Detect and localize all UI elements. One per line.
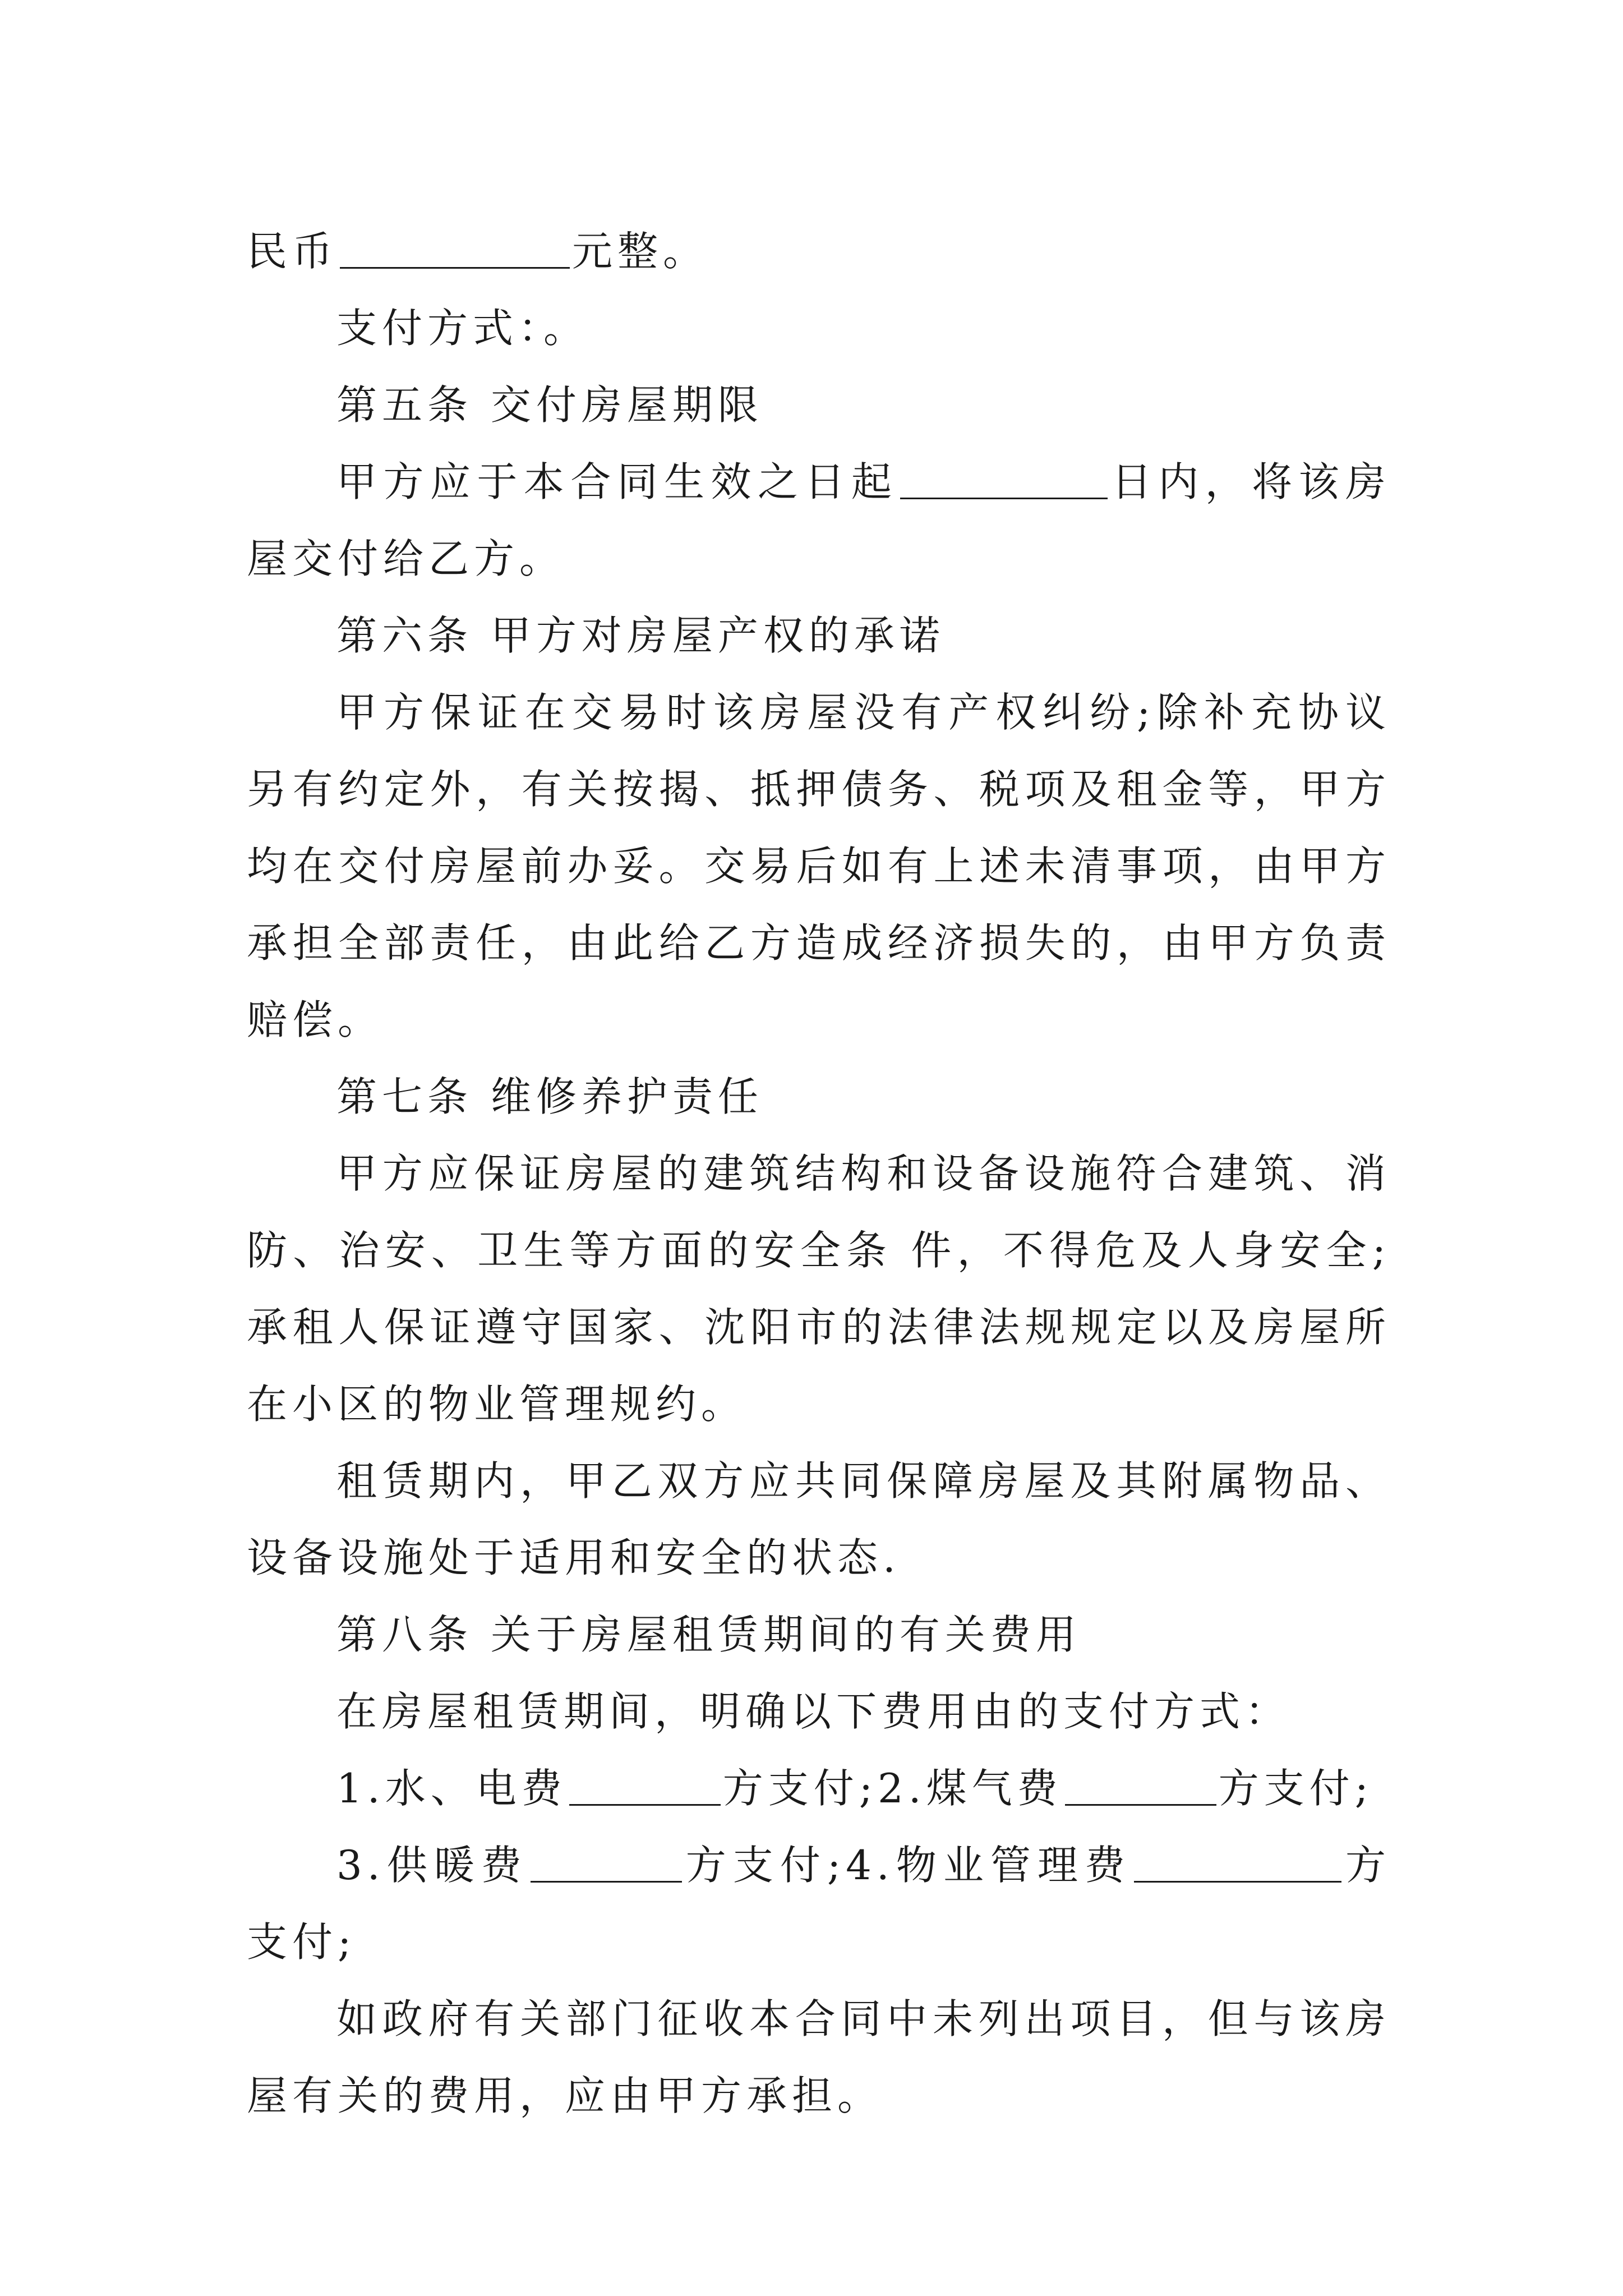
paragraph-safety: 租赁期内，甲乙双方应共同保障房屋及其附属物品、设备设施处于适用和安全的状态.: [247, 1457, 1391, 1581]
water-electric-payer-blank: [569, 1759, 721, 1806]
text-segment: 方支付;2.煤气费: [722, 1765, 1063, 1812]
clause-heading-5: 第五条 交付房屋期限: [336, 381, 763, 429]
text-segment: 1.水、电费: [336, 1765, 567, 1812]
paragraph-maintenance: 甲方应保证房屋的建筑结构和设备设施符合建筑、消防、治安、卫生等方面的安全条 件，不得危及人身安全;承租人保证遵守国家、沈阳市的法律法规规定以及房屋所在小区的物业管理规约。: [247, 1150, 1391, 1428]
paragraph-delivery-deadline: [247, 444, 1391, 597]
paragraph-rent-amount: [247, 213, 1391, 290]
text-segment: 方支付;: [1218, 1765, 1373, 1812]
text-segment: 民币: [247, 228, 338, 275]
text-segment: 方支付;4.物业管理费: [684, 1842, 1132, 1889]
clause-heading-6: 第六条 甲方对房屋产权的承诺: [336, 612, 945, 659]
text-segment: 甲方应于本合同生效之日起: [336, 458, 898, 505]
gas-payer-blank: [1065, 1759, 1216, 1806]
text-segment: 方支付;: [247, 1842, 1391, 1966]
paragraph-fees-3-4: [247, 1827, 1391, 1981]
paragraph-government-fees: 如政府有关部门征收本合同中未列出项目，但与该房屋有关的费用，应由甲方承担。: [247, 1995, 1391, 2119]
heating-payer-blank: [531, 1836, 682, 1883]
clause-heading-7: 第七条 维修养护责任: [336, 1073, 763, 1120]
paragraph-fees-intro: 在房屋租赁期间，明确以下费用由的支付方式：: [336, 1688, 1291, 1735]
property-fee-payer-blank: [1134, 1836, 1341, 1883]
text-segment: 3.供暖费: [336, 1842, 528, 1889]
delivery-days-blank: [900, 453, 1108, 499]
text-segment: 日内，将该房屋交付给乙方。: [247, 458, 1391, 582]
rent-amount-blank: [340, 222, 570, 269]
clause-heading-8: 第八条 关于房屋租赁期间的有关费用: [336, 1611, 1081, 1658]
paragraph-title-guarantee: 甲方保证在交易时该房屋没有产权纠纷;除补充协议另有约定外，有关按揭、抵押债务、税项及租金等，甲方均在交付房屋前办妥。交易后如有上述未清事项，由甲方承担全部责任，由此给乙方造成经济损失的，由甲方负责赔偿。: [247, 689, 1391, 1043]
paragraph-payment-method: 支付方式：。: [336, 305, 589, 352]
document-body: [247, 213, 1391, 2134]
text-segment: 元整。: [572, 228, 709, 275]
paragraph-fees-1-2: [247, 1750, 1391, 1827]
